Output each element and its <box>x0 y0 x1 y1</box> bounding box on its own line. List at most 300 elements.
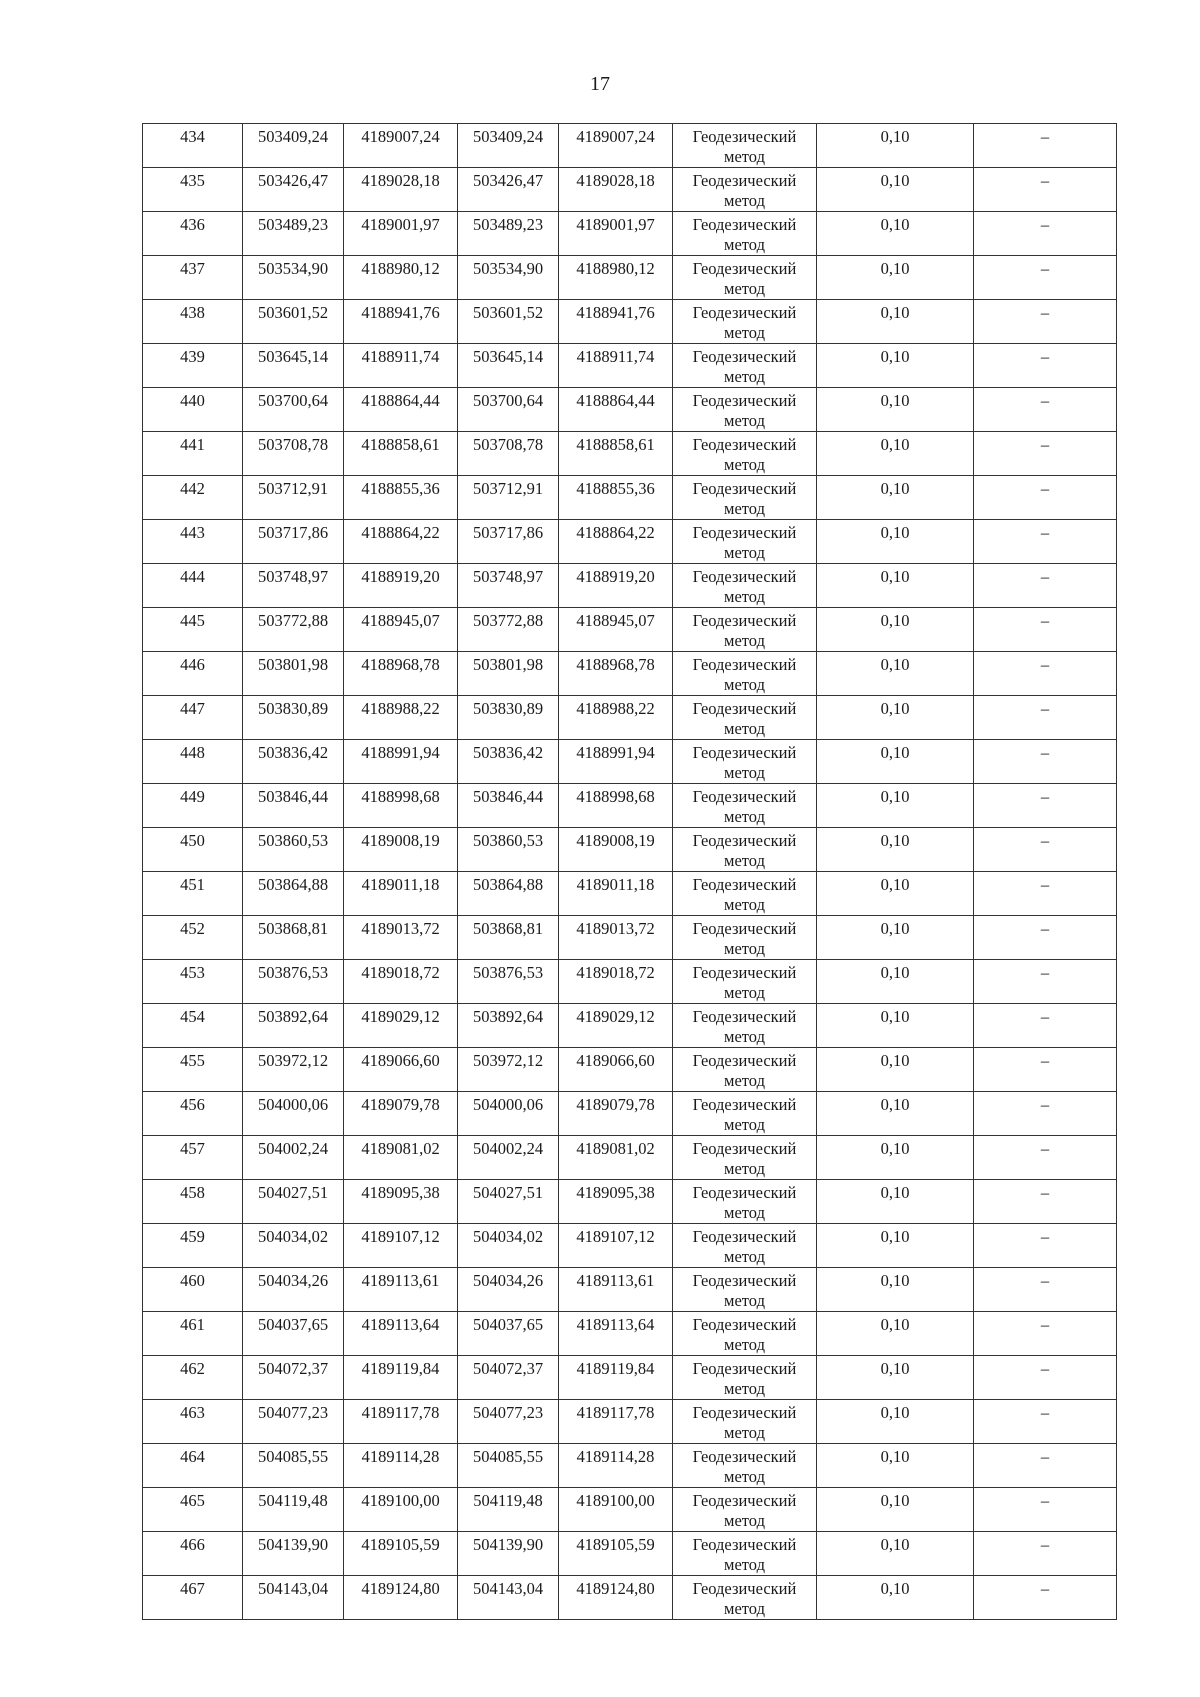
point-number-cell: 456 <box>143 1092 243 1136</box>
accuracy-cell: 0,10 <box>817 1136 974 1180</box>
refined-y-cell: 4189007,24 <box>559 124 673 168</box>
refined-y-cell: 4188968,78 <box>559 652 673 696</box>
existing-x-cell: 503864,88 <box>243 872 344 916</box>
refined-x-cell: 503700,64 <box>458 388 559 432</box>
point-number-cell: 442 <box>143 476 243 520</box>
table-row <box>143 740 1117 784</box>
description-cell: – <box>974 652 1117 696</box>
point-number-cell: 464 <box>143 1444 243 1488</box>
refined-y-cell: 4189029,12 <box>559 1004 673 1048</box>
existing-x-cell: 504072,37 <box>243 1356 344 1400</box>
description-cell: – <box>974 740 1117 784</box>
point-number-cell: 440 <box>143 388 243 432</box>
existing-y-cell: 4188941,76 <box>344 300 458 344</box>
method-cell: Геодезический метод <box>673 520 817 564</box>
refined-x-cell: 503409,24 <box>458 124 559 168</box>
table-row <box>143 1268 1117 1312</box>
refined-x-cell: 503712,91 <box>458 476 559 520</box>
coordinates-table <box>142 123 1117 1620</box>
existing-y-cell: 4188945,07 <box>344 608 458 652</box>
description-cell: – <box>974 1268 1117 1312</box>
accuracy-cell: 0,10 <box>817 1180 974 1224</box>
accuracy-cell: 0,10 <box>817 1400 974 1444</box>
existing-y-cell: 4189107,12 <box>344 1224 458 1268</box>
point-number-cell: 463 <box>143 1400 243 1444</box>
point-number-cell: 457 <box>143 1136 243 1180</box>
method-cell: Геодезический метод <box>673 1312 817 1356</box>
accuracy-cell: 0,10 <box>817 872 974 916</box>
table-row <box>143 344 1117 388</box>
accuracy-cell: 0,10 <box>817 1444 974 1488</box>
existing-x-cell: 503868,81 <box>243 916 344 960</box>
table-row <box>143 476 1117 520</box>
point-number-cell: 462 <box>143 1356 243 1400</box>
accuracy-cell: 0,10 <box>817 828 974 872</box>
method-cell: Геодезический метод <box>673 256 817 300</box>
accuracy-cell: 0,10 <box>817 608 974 652</box>
accuracy-cell: 0,10 <box>817 388 974 432</box>
point-number-cell: 434 <box>143 124 243 168</box>
method-cell: Геодезический метод <box>673 1444 817 1488</box>
refined-x-cell: 503772,88 <box>458 608 559 652</box>
description-cell: – <box>974 564 1117 608</box>
method-cell: Геодезический метод <box>673 388 817 432</box>
description-cell: – <box>974 608 1117 652</box>
method-cell: Геодезический метод <box>673 1092 817 1136</box>
accuracy-cell: 0,10 <box>817 696 974 740</box>
method-cell: Геодезический метод <box>673 476 817 520</box>
description-cell: – <box>974 212 1117 256</box>
refined-x-cell: 503426,47 <box>458 168 559 212</box>
existing-y-cell: 4189029,12 <box>344 1004 458 1048</box>
description-cell: – <box>974 1004 1117 1048</box>
description-cell: – <box>974 1488 1117 1532</box>
point-number-cell: 461 <box>143 1312 243 1356</box>
existing-y-cell: 4189095,38 <box>344 1180 458 1224</box>
refined-x-cell: 503830,89 <box>458 696 559 740</box>
accuracy-cell: 0,10 <box>817 256 974 300</box>
method-cell: Геодезический метод <box>673 124 817 168</box>
point-number-cell: 435 <box>143 168 243 212</box>
point-number-cell: 441 <box>143 432 243 476</box>
accuracy-cell: 0,10 <box>817 1268 974 1312</box>
point-number-cell: 453 <box>143 960 243 1004</box>
refined-x-cell: 503876,53 <box>458 960 559 1004</box>
method-cell: Геодезический метод <box>673 344 817 388</box>
table-row <box>143 212 1117 256</box>
refined-x-cell: 504143,04 <box>458 1576 559 1620</box>
accuracy-cell: 0,10 <box>817 476 974 520</box>
refined-y-cell: 4189114,28 <box>559 1444 673 1488</box>
existing-x-cell: 503846,44 <box>243 784 344 828</box>
existing-y-cell: 4188998,68 <box>344 784 458 828</box>
existing-x-cell: 503409,24 <box>243 124 344 168</box>
existing-y-cell: 4189011,18 <box>344 872 458 916</box>
existing-y-cell: 4189081,02 <box>344 1136 458 1180</box>
point-number-cell: 436 <box>143 212 243 256</box>
description-cell: – <box>974 1532 1117 1576</box>
existing-x-cell: 504037,65 <box>243 1312 344 1356</box>
description-cell: – <box>974 872 1117 916</box>
accuracy-cell: 0,10 <box>817 212 974 256</box>
refined-y-cell: 4188980,12 <box>559 256 673 300</box>
existing-x-cell: 503708,78 <box>243 432 344 476</box>
point-number-cell: 455 <box>143 1048 243 1092</box>
refined-y-cell: 4188998,68 <box>559 784 673 828</box>
description-cell: – <box>974 344 1117 388</box>
refined-y-cell: 4189113,61 <box>559 1268 673 1312</box>
accuracy-cell: 0,10 <box>817 784 974 828</box>
table-row <box>143 1312 1117 1356</box>
refined-y-cell: 4189008,19 <box>559 828 673 872</box>
existing-x-cell: 503748,97 <box>243 564 344 608</box>
refined-x-cell: 503534,90 <box>458 256 559 300</box>
table-row <box>143 1224 1117 1268</box>
existing-x-cell: 503645,14 <box>243 344 344 388</box>
description-cell: – <box>974 1312 1117 1356</box>
refined-x-cell: 503892,64 <box>458 1004 559 1048</box>
method-cell: Геодезический метод <box>673 872 817 916</box>
existing-y-cell: 4189113,64 <box>344 1312 458 1356</box>
method-cell: Геодезический метод <box>673 1356 817 1400</box>
refined-x-cell: 503717,86 <box>458 520 559 564</box>
refined-y-cell: 4188855,36 <box>559 476 673 520</box>
existing-y-cell: 4189028,18 <box>344 168 458 212</box>
method-cell: Геодезический метод <box>673 1576 817 1620</box>
accuracy-cell: 0,10 <box>817 520 974 564</box>
method-cell: Геодезический метод <box>673 1048 817 1092</box>
accuracy-cell: 0,10 <box>817 1004 974 1048</box>
description-cell: – <box>974 1092 1117 1136</box>
table-row <box>143 432 1117 476</box>
description-cell: – <box>974 388 1117 432</box>
existing-y-cell: 4189105,59 <box>344 1532 458 1576</box>
refined-x-cell: 504037,65 <box>458 1312 559 1356</box>
existing-x-cell: 504002,24 <box>243 1136 344 1180</box>
existing-y-cell: 4189117,78 <box>344 1400 458 1444</box>
existing-x-cell: 504139,90 <box>243 1532 344 1576</box>
accuracy-cell: 0,10 <box>817 960 974 1004</box>
method-cell: Геодезический метод <box>673 916 817 960</box>
existing-x-cell: 504119,48 <box>243 1488 344 1532</box>
table-row <box>143 1356 1117 1400</box>
description-cell: – <box>974 1444 1117 1488</box>
existing-y-cell: 4189119,84 <box>344 1356 458 1400</box>
existing-y-cell: 4189007,24 <box>344 124 458 168</box>
table-row <box>143 1576 1117 1620</box>
existing-x-cell: 503700,64 <box>243 388 344 432</box>
existing-x-cell: 504077,23 <box>243 1400 344 1444</box>
existing-x-cell: 504034,02 <box>243 1224 344 1268</box>
existing-y-cell: 4188911,74 <box>344 344 458 388</box>
point-number-cell: 466 <box>143 1532 243 1576</box>
coordinates-table-body <box>143 124 1117 1620</box>
point-number-cell: 459 <box>143 1224 243 1268</box>
method-cell: Геодезический метод <box>673 1532 817 1576</box>
refined-y-cell: 4189095,38 <box>559 1180 673 1224</box>
method-cell: Геодезический метод <box>673 828 817 872</box>
refined-y-cell: 4189117,78 <box>559 1400 673 1444</box>
refined-x-cell: 504077,23 <box>458 1400 559 1444</box>
existing-y-cell: 4188864,44 <box>344 388 458 432</box>
table-row <box>143 696 1117 740</box>
accuracy-cell: 0,10 <box>817 564 974 608</box>
accuracy-cell: 0,10 <box>817 916 974 960</box>
point-number-cell: 460 <box>143 1268 243 1312</box>
refined-x-cell: 503748,97 <box>458 564 559 608</box>
refined-y-cell: 4189100,00 <box>559 1488 673 1532</box>
existing-y-cell: 4188919,20 <box>344 564 458 608</box>
description-cell: – <box>974 784 1117 828</box>
description-cell: – <box>974 960 1117 1004</box>
refined-x-cell: 504119,48 <box>458 1488 559 1532</box>
refined-x-cell: 504027,51 <box>458 1180 559 1224</box>
accuracy-cell: 0,10 <box>817 168 974 212</box>
table-row <box>143 520 1117 564</box>
existing-x-cell: 503426,47 <box>243 168 344 212</box>
existing-y-cell: 4189100,00 <box>344 1488 458 1532</box>
description-cell: – <box>974 476 1117 520</box>
refined-y-cell: 4188911,74 <box>559 344 673 388</box>
refined-x-cell: 503836,42 <box>458 740 559 784</box>
existing-y-cell: 4189114,28 <box>344 1444 458 1488</box>
method-cell: Геодезический метод <box>673 1268 817 1312</box>
existing-y-cell: 4189008,19 <box>344 828 458 872</box>
existing-y-cell: 4188991,94 <box>344 740 458 784</box>
description-cell: – <box>974 916 1117 960</box>
method-cell: Геодезический метод <box>673 212 817 256</box>
existing-y-cell: 4188988,22 <box>344 696 458 740</box>
existing-x-cell: 503830,89 <box>243 696 344 740</box>
refined-y-cell: 4189105,59 <box>559 1532 673 1576</box>
method-cell: Геодезический метод <box>673 1400 817 1444</box>
existing-x-cell: 503717,86 <box>243 520 344 564</box>
table-row <box>143 1180 1117 1224</box>
accuracy-cell: 0,10 <box>817 1356 974 1400</box>
accuracy-cell: 0,10 <box>817 1488 974 1532</box>
refined-y-cell: 4189013,72 <box>559 916 673 960</box>
point-number-cell: 451 <box>143 872 243 916</box>
refined-y-cell: 4189018,72 <box>559 960 673 1004</box>
table-row <box>143 124 1117 168</box>
existing-x-cell: 504143,04 <box>243 1576 344 1620</box>
description-cell: – <box>974 1400 1117 1444</box>
accuracy-cell: 0,10 <box>817 300 974 344</box>
table-row <box>143 168 1117 212</box>
description-cell: – <box>974 1356 1117 1400</box>
existing-x-cell: 503801,98 <box>243 652 344 696</box>
existing-x-cell: 503972,12 <box>243 1048 344 1092</box>
method-cell: Геодезический метод <box>673 432 817 476</box>
accuracy-cell: 0,10 <box>817 344 974 388</box>
method-cell: Геодезический метод <box>673 784 817 828</box>
existing-x-cell: 504027,51 <box>243 1180 344 1224</box>
table-row <box>143 1004 1117 1048</box>
description-cell: – <box>974 1048 1117 1092</box>
description-cell: – <box>974 1180 1117 1224</box>
refined-y-cell: 4188988,22 <box>559 696 673 740</box>
refined-x-cell: 504034,02 <box>458 1224 559 1268</box>
method-cell: Геодезический метод <box>673 1180 817 1224</box>
refined-y-cell: 4189028,18 <box>559 168 673 212</box>
method-cell: Геодезический метод <box>673 1136 817 1180</box>
existing-y-cell: 4188864,22 <box>344 520 458 564</box>
refined-y-cell: 4189001,97 <box>559 212 673 256</box>
existing-x-cell: 504085,55 <box>243 1444 344 1488</box>
table-row <box>143 916 1117 960</box>
refined-y-cell: 4189011,18 <box>559 872 673 916</box>
point-number-cell: 443 <box>143 520 243 564</box>
table-row <box>143 608 1117 652</box>
point-number-cell: 445 <box>143 608 243 652</box>
table-row <box>143 1488 1117 1532</box>
accuracy-cell: 0,10 <box>817 1312 974 1356</box>
existing-x-cell: 503772,88 <box>243 608 344 652</box>
point-number-cell: 439 <box>143 344 243 388</box>
refined-y-cell: 4188864,22 <box>559 520 673 564</box>
refined-x-cell: 504072,37 <box>458 1356 559 1400</box>
description-cell: – <box>974 696 1117 740</box>
accuracy-cell: 0,10 <box>817 1532 974 1576</box>
point-number-cell: 437 <box>143 256 243 300</box>
method-cell: Геодезический метод <box>673 740 817 784</box>
refined-x-cell: 503801,98 <box>458 652 559 696</box>
method-cell: Геодезический метод <box>673 300 817 344</box>
refined-x-cell: 503708,78 <box>458 432 559 476</box>
description-cell: – <box>974 828 1117 872</box>
table-row <box>143 1444 1117 1488</box>
existing-x-cell: 503876,53 <box>243 960 344 1004</box>
description-cell: – <box>974 520 1117 564</box>
method-cell: Геодезический метод <box>673 168 817 212</box>
accuracy-cell: 0,10 <box>817 1092 974 1136</box>
table-row <box>143 564 1117 608</box>
existing-y-cell: 4189124,80 <box>344 1576 458 1620</box>
table-row <box>143 256 1117 300</box>
table-row <box>143 828 1117 872</box>
accuracy-cell: 0,10 <box>817 740 974 784</box>
point-number-cell: 446 <box>143 652 243 696</box>
table-row <box>143 652 1117 696</box>
point-number-cell: 438 <box>143 300 243 344</box>
point-number-cell: 452 <box>143 916 243 960</box>
existing-x-cell: 503601,52 <box>243 300 344 344</box>
accuracy-cell: 0,10 <box>817 1224 974 1268</box>
existing-y-cell: 4189001,97 <box>344 212 458 256</box>
refined-x-cell: 503645,14 <box>458 344 559 388</box>
refined-y-cell: 4189081,02 <box>559 1136 673 1180</box>
method-cell: Геодезический метод <box>673 652 817 696</box>
method-cell: Геодезический метод <box>673 1224 817 1268</box>
existing-x-cell: 503860,53 <box>243 828 344 872</box>
table-row <box>143 1048 1117 1092</box>
point-number-cell: 450 <box>143 828 243 872</box>
table-row <box>143 1400 1117 1444</box>
existing-x-cell: 503712,91 <box>243 476 344 520</box>
refined-y-cell: 4188858,61 <box>559 432 673 476</box>
table-row <box>143 1092 1117 1136</box>
existing-y-cell: 4188980,12 <box>344 256 458 300</box>
method-cell: Геодезический метод <box>673 1488 817 1532</box>
refined-x-cell: 504002,24 <box>458 1136 559 1180</box>
point-number-cell: 448 <box>143 740 243 784</box>
table-row <box>143 300 1117 344</box>
refined-y-cell: 4188919,20 <box>559 564 673 608</box>
existing-y-cell: 4189013,72 <box>344 916 458 960</box>
table-row <box>143 872 1117 916</box>
existing-y-cell: 4189079,78 <box>344 1092 458 1136</box>
point-number-cell: 444 <box>143 564 243 608</box>
existing-x-cell: 503892,64 <box>243 1004 344 1048</box>
refined-y-cell: 4189107,12 <box>559 1224 673 1268</box>
refined-x-cell: 504034,26 <box>458 1268 559 1312</box>
method-cell: Геодезический метод <box>673 1004 817 1048</box>
point-number-cell: 447 <box>143 696 243 740</box>
refined-x-cell: 503489,23 <box>458 212 559 256</box>
table-row <box>143 1136 1117 1180</box>
refined-x-cell: 503868,81 <box>458 916 559 960</box>
existing-y-cell: 4188858,61 <box>344 432 458 476</box>
accuracy-cell: 0,10 <box>817 1048 974 1092</box>
refined-x-cell: 504000,06 <box>458 1092 559 1136</box>
description-cell: – <box>974 1224 1117 1268</box>
description-cell: – <box>974 124 1117 168</box>
point-number-cell: 458 <box>143 1180 243 1224</box>
existing-x-cell: 504034,26 <box>243 1268 344 1312</box>
existing-y-cell: 4188968,78 <box>344 652 458 696</box>
existing-y-cell: 4189018,72 <box>344 960 458 1004</box>
refined-y-cell: 4189113,64 <box>559 1312 673 1356</box>
point-number-cell: 465 <box>143 1488 243 1532</box>
accuracy-cell: 0,10 <box>817 652 974 696</box>
description-cell: – <box>974 432 1117 476</box>
refined-x-cell: 504085,55 <box>458 1444 559 1488</box>
existing-x-cell: 503836,42 <box>243 740 344 784</box>
existing-x-cell: 503489,23 <box>243 212 344 256</box>
method-cell: Геодезический метод <box>673 696 817 740</box>
description-cell: – <box>974 168 1117 212</box>
table-row <box>143 388 1117 432</box>
refined-y-cell: 4188864,44 <box>559 388 673 432</box>
refined-x-cell: 503864,88 <box>458 872 559 916</box>
method-cell: Геодезический метод <box>673 960 817 1004</box>
accuracy-cell: 0,10 <box>817 1576 974 1620</box>
description-cell: – <box>974 1576 1117 1620</box>
page-number: 17 <box>590 73 610 95</box>
existing-y-cell: 4188855,36 <box>344 476 458 520</box>
description-cell: – <box>974 1136 1117 1180</box>
refined-x-cell: 503972,12 <box>458 1048 559 1092</box>
refined-y-cell: 4188941,76 <box>559 300 673 344</box>
refined-y-cell: 4188945,07 <box>559 608 673 652</box>
refined-x-cell: 504139,90 <box>458 1532 559 1576</box>
table-row <box>143 1532 1117 1576</box>
accuracy-cell: 0,10 <box>817 124 974 168</box>
existing-y-cell: 4189113,61 <box>344 1268 458 1312</box>
point-number-cell: 467 <box>143 1576 243 1620</box>
existing-x-cell: 503534,90 <box>243 256 344 300</box>
method-cell: Геодезический метод <box>673 608 817 652</box>
point-number-cell: 449 <box>143 784 243 828</box>
method-cell: Геодезический метод <box>673 564 817 608</box>
refined-x-cell: 503846,44 <box>458 784 559 828</box>
table-row <box>143 960 1117 1004</box>
existing-y-cell: 4189066,60 <box>344 1048 458 1092</box>
description-cell: – <box>974 300 1117 344</box>
refined-y-cell: 4189079,78 <box>559 1092 673 1136</box>
accuracy-cell: 0,10 <box>817 432 974 476</box>
description-cell: – <box>974 256 1117 300</box>
